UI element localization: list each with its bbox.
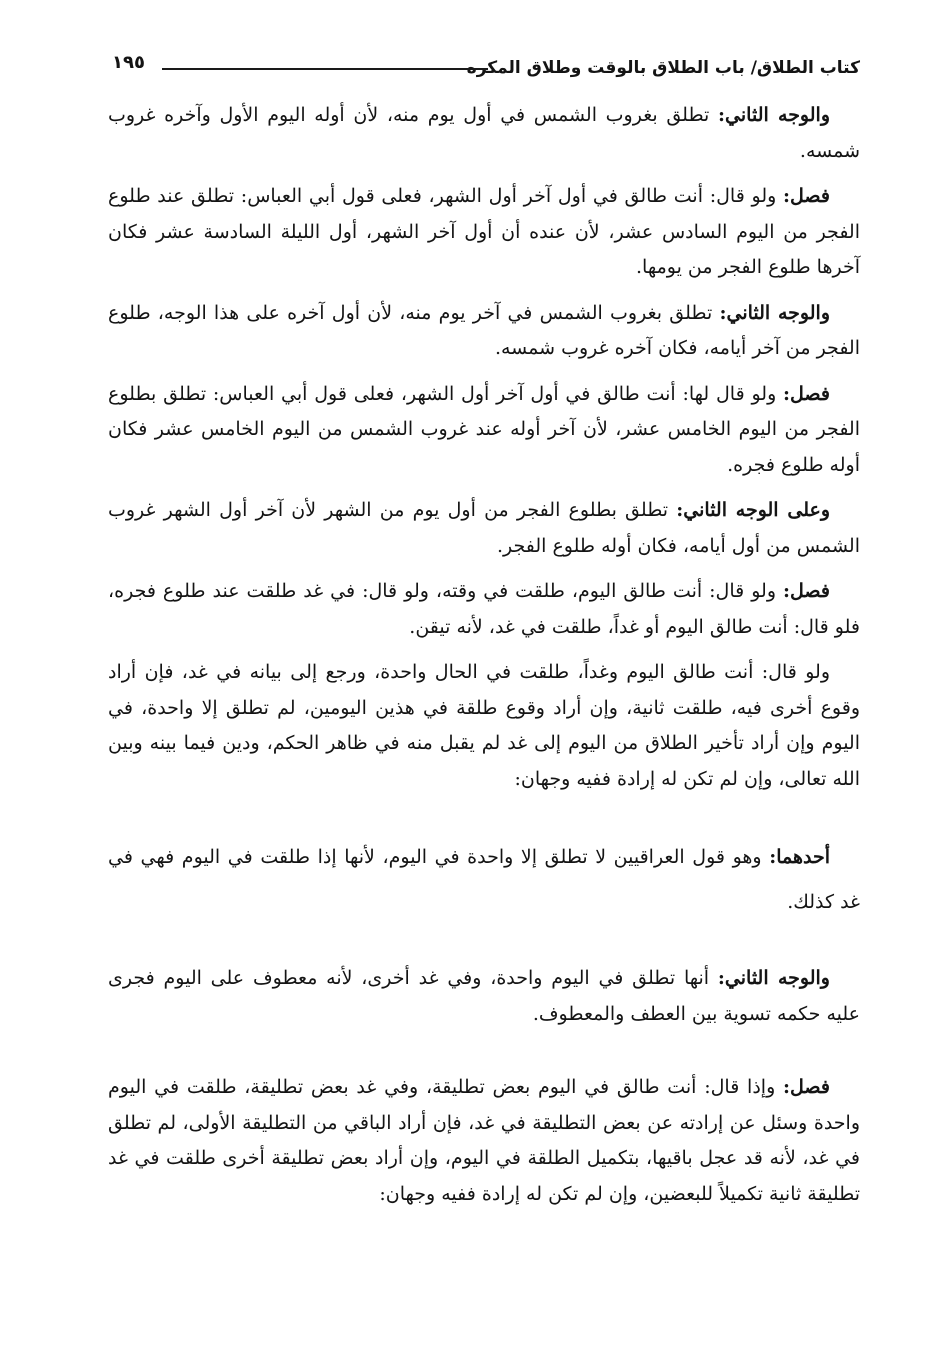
paragraph-lead: فصل: <box>783 185 830 207</box>
paragraph-text: تطلق بغروب الشمس في آخر يوم منه، لأن أول آخره على هذا الوجه، طلوع الفجر من آخر أيامه، فكان آخره غروب شمسه. <box>108 301 860 359</box>
paragraph-text: وهو قول العراقيين لا تطلق إلا واحدة في اليوم، لأنها إذا طلقت في اليوم فهي في غد كذلك. <box>108 846 860 913</box>
paragraph <box>108 961 860 1032</box>
paragraph <box>108 835 860 925</box>
paragraph-lead: والوجه الثاني: <box>718 104 830 126</box>
paragraph-text: ولو قال: أنت طالق اليوم، طلقت في وقته، ولو قال: في غد طلقت عند طلوع فجره، فلو قال: أنت طالق اليوم أو غداً، طلقت في غد، لأنه تيقن. <box>108 580 860 638</box>
paragraph-lead: فصل: <box>783 382 830 405</box>
paragraph-lead: فصل: <box>783 580 830 602</box>
paragraph-text: تطلق بغروب الشمس في أول يوم منه، لأن أوله اليوم الأول وآخره غروب شمسه. <box>108 104 860 162</box>
paragraph-text: ولو قال لها: أنت طالق في أول آخر أول الشهر، فعلى قول أبي العباس: تطلق بطلوع الفجر من اليوم الخامس عشر، لأن آخر أوله عند غروب الشمس من اليوم الخامس عشر فكان أوله طلوع فجره. <box>108 382 860 476</box>
running-header <box>112 52 860 86</box>
header-rule <box>162 68 488 70</box>
paragraph-lead: فصل: <box>783 1076 830 1098</box>
paragraph-text: ولو قال: أنت طالق في أول آخر أول الشهر، فعلى قول أبي العباس: تطلق عند طلوع الفجر من اليوم السادس عشر، لأن عنده أن أول آخر الشهر، أول الليلة السادسة عشر فكان آخرها طلوع الفجر من يومها. <box>108 185 860 278</box>
paragraph <box>108 377 860 484</box>
paragraph-lead: أحدهما: <box>769 846 830 868</box>
paragraph <box>108 655 860 797</box>
paragraph-lead: والوجه الثاني: <box>719 301 830 324</box>
body-text <box>108 98 860 1222</box>
header-title: كتاب الطلاق/ باب الطلاق بالوقت وطلاق المكره <box>466 58 860 78</box>
paragraph-lead: والوجه الثاني: <box>717 967 830 989</box>
paragraph-text: ولو قال: أنت طالق اليوم وغداً، طلقت في الحال واحدة، ورجع إلى بيانه في غد، فإن أراد وقوع أخرى فيه، طلقت ثانية، وإن أراد وقوع طلقة في هذين اليومين، لم تطلق إلا واحدة، في اليوم وإن أراد تأخير الطلاق من اليوم إلى غد لم يقبل منه في ظاهر الحكم، ودين فيما بينه وبين الله تعالى، وإن لم تكن له إرادة ففيه وجهان: <box>108 661 860 790</box>
paragraph <box>108 98 860 169</box>
paragraph-text: أنها تطلق في اليوم واحدة، وفي غد أخرى، لأنه معطوف على اليوم فجرى عليه حكمه تسوية بين العطف والمعطوف. <box>108 967 860 1025</box>
paragraph <box>108 296 860 367</box>
paragraph-lead: وعلى الوجه الثاني: <box>676 499 830 521</box>
paragraph <box>108 493 860 564</box>
paragraph <box>108 574 860 645</box>
paragraph-text: تطلق بطلوع الفجر من أول يوم من الشهر لأن آخر أول الشهر غروب الشمس من أول أيامه، فكان أوله طلوع الفجر. <box>108 499 860 557</box>
paragraph-text: وإذا قال: أنت طالق في اليوم بعض تطليقة، وفي غد بعض تطليقة، طلقت في اليوم واحدة وسئل عن إرادته عن بعض التطليقة في غد، فإن أراد الباقي من التطليقة الأولى، لم تطلق في غد، لأنه قد عجل باقيها، بتكميل الطلقة في اليوم، وإن أراد بعض تطليقة أخرى طلقت في غد تطليقة ثانية تكميلاً للبعضين، وإن لم تكن له إرادة ففيه وجهان: <box>108 1076 860 1205</box>
paragraph <box>108 179 860 286</box>
paragraph <box>108 1070 860 1212</box>
page-number: ١٩٥ <box>112 52 145 73</box>
